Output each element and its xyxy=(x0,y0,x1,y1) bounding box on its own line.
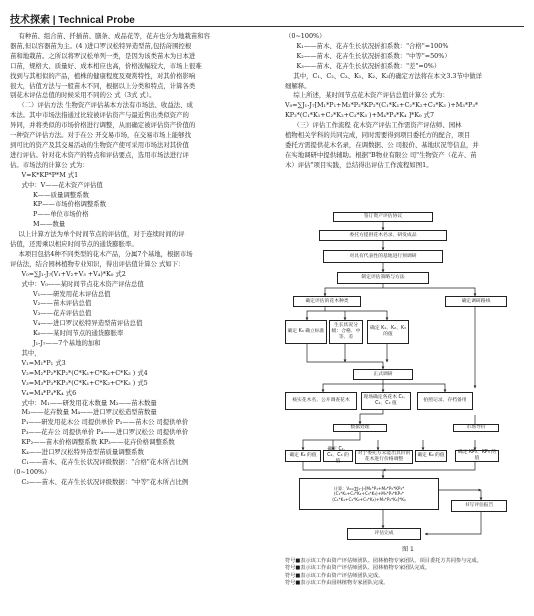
figure-note: 符号■表示该工作由资产评估师团队、园林植物专家团队、项目委托方共同参与完成。 xyxy=(285,558,482,564)
left-line: 异同，并将类似的市场价格进行调整，从而确定被评估资产价值的 xyxy=(10,121,196,130)
right-line: 在实地调研中提供辅助。根据"B物业有限公 司"生物资产（花卉、苗 xyxy=(285,150,477,159)
figure-notes xyxy=(285,558,531,588)
right-line: K₁——苗木、花卉生长状况折扣系数："合格"=100% xyxy=(296,41,449,50)
left-line: 有种苗、组合苗、扦插苗、膳条、成品花等，花卉也分为地栽苗和容 xyxy=(18,32,211,40)
right-column xyxy=(285,32,531,171)
right-line: 细解释。 xyxy=(285,81,311,90)
left-line: 评估法，结合园林植物专业知识，得出评估值计算公 式如下： xyxy=(10,259,185,268)
left-line: V₁——研发用花木评估总值 xyxy=(33,289,111,298)
flow-box-4: 制定评估策略与方法 xyxy=(337,272,429,284)
flow-box-7: 确定 K₄ 确立标准 xyxy=(285,320,327,344)
left-line: P₃——花卉公 司提供单价 P₄——进口罗汉松公 司提供单价 xyxy=(21,428,189,437)
left-line: KP——市场价格调整系数 xyxy=(33,200,107,209)
page-header xyxy=(10,8,524,27)
left-line: 其中， xyxy=(21,349,41,357)
right-line: 其中，C₁、C₂、C₃、K₁、K₂、K₃的确定方法将在本文3.3节中做详 xyxy=(293,71,483,80)
right-line: KP₃*(C₁*K₁+C₂*K₂+C₃*K₃ )+M₄*P₄*K₄ ]*K₀ 式7 xyxy=(285,111,435,120)
left-line: 以上计算方法为单个时间节点的评估值，对于连续时间的评 xyxy=(18,230,185,239)
flow-box-10: 正式调研 xyxy=(353,369,413,380)
left-line: K——质量调整系数 xyxy=(33,190,89,199)
left-line: V₂=M₂*P₂*KP₂*(C*K₁+C*K₂+C*K₃ ) 式4 xyxy=(21,368,148,377)
left-line: M——数量 xyxy=(33,220,66,229)
right-line: 委托方需提供花木名录，在调数据、公 司报价、基地状况等信息，并 xyxy=(285,140,479,149)
left-line: 器苗,但以容器苗为主。(4 )进口罗汉松特异造型苗,包括莳围控根 xyxy=(10,41,192,50)
right-line: K₂——苗木、花卉生长状况折扣系数："中等"=50%） xyxy=(296,51,451,60)
flow-box-12: 现场确定各花木 C₁、C₂、C₃ 值 xyxy=(361,392,411,410)
right-line: （三）评估工作流程 花木资产评估工作需资产评估师、园林 xyxy=(293,121,462,130)
flow-box-6: 确定调研路线 xyxy=(445,296,507,307)
figure-note: 符号■表示该工作由园林植物专家团队完成。 xyxy=(285,580,389,587)
left-line: V₃——花卉评估总值 xyxy=(33,309,92,318)
left-line: M₃——花卉数量 M₄——进口罗汉松造型苗数量 xyxy=(21,408,157,417)
left-line: V=K*KP*P*M 式1 xyxy=(21,170,79,179)
left-line: 式中：M₁——研发用花木数量 M₂——苗木数量 xyxy=(21,398,157,407)
left-line: K₀——某时间节点的通货膨胀率 xyxy=(33,329,124,338)
left-line: 式中：V₀——某时间节点花木资产评估总值 xyxy=(21,279,144,288)
flow-box-1: 签订资产评估协议 xyxy=(333,212,433,222)
flow-box-5: 确定评估的花木种类 xyxy=(293,296,361,307)
right-line: 综上所述，某时间节点花木资产评估总值计算公 式为： xyxy=(293,91,449,100)
left-line: （0~100%） xyxy=(10,467,51,476)
left-line: 苗和地栽苗。之所以将罗汉松单列一类，是因为该类苗木为日本进 xyxy=(10,51,196,60)
left-line: J₁-J₇——7个基地的加和 xyxy=(33,339,101,348)
figure-note: 符号■表示该工作由资产评估师团队完成。 xyxy=(285,572,384,579)
left-line: P₁——研发用花木公 司提供单价 P₂——苗木公 司提供单价 xyxy=(21,418,189,427)
flow-box-9: 确定 K₁、K₂、K₃ 的值 xyxy=(367,320,409,344)
left-line: P——单位市场价格 xyxy=(33,210,89,219)
left-line: 一种资产评估方法。对于在公 开交易市场，在交易市场上能够找 xyxy=(10,131,191,140)
left-line: 式中：V——花木资产评估值 xyxy=(21,180,103,189)
flow-box-22: 书写评估报告 xyxy=(451,500,507,512)
left-line: 本项目包括4种不同类型的花木产品，分属7个基地，根据市场 xyxy=(18,249,193,258)
figure-note: 符号■表示该工作由资产评估师团队、园林植物专家团队完成。 xyxy=(285,565,430,572)
flow-box-17: 确定 C₁、C₂、C₃ 的值 xyxy=(323,450,353,462)
flowchart xyxy=(285,212,531,554)
right-line: K₃——苗木、花卉生长状况折扣系数："差"=0%） xyxy=(296,61,441,70)
left-line: V₀=∑J₁-J₇(V₁+V₂+V₃ +V₄)*K₀ 式2 xyxy=(21,269,126,278)
left-line: 进行评估。针对花木资产的特点和评估要点，选用市场法进行评 xyxy=(10,150,189,159)
left-line: V₃=M₃*P₃*KP₃*(C*K₁+C*K₂+C*K₃ ) 式5 xyxy=(21,378,148,387)
left-line: V₄=M₄*P₄*K₄ 式6 xyxy=(21,388,77,397)
flow-box-20: 确定 KP₂、KP₃ 的值 xyxy=(455,450,499,462)
flow-box-18: 对于委托方未能出具价的花木进行价格调整 xyxy=(355,450,413,464)
left-column xyxy=(10,32,256,488)
left-line: 口苗，规格大、质量好、成本相应也高，价格波幅较大，市场上很难 xyxy=(10,61,202,70)
flow-box-16: 确定 K₄ 的值 xyxy=(285,450,321,462)
right-line: （0~100%） xyxy=(285,32,326,40)
left-line: 估。市场法的计算公 式为： xyxy=(10,160,89,169)
flow-box-3: 对具有代表性的基地进行预调研 xyxy=(323,250,443,263)
left-line: 本法。其中市场法指通过比较被评估资产与最近售出类似资产的 xyxy=(10,111,189,120)
flow-box-19: 确定 K₀ 的值 xyxy=(415,450,447,462)
flow-box-21: 计算：V₀=∑J₁-J₇[M₁*P₁+M₂*P₂*KP₂*(C₁*K₁+C₂*K₂+C₃*K₃)+M₃*P₃*KP₃*(C₁*K₁+C₂*K₂+C₃*K₃)+M₄*P₄*K₄]*K₀ xyxy=(299,478,439,510)
left-line: （二）评估方法 生物资产评估基本方法有市场法、收益法、成 xyxy=(18,101,193,110)
left-line: 估值，还需乘以相应时间节点的通货膨胀率。 xyxy=(10,240,138,249)
left-line: 找到与其相似的产品，植株的健康程度及观赏特性，对其价格影响 xyxy=(10,71,196,80)
right-line: V₀=∑J₁-J₇[M₁*P₁+M₂*P₂*KP₂*(C₁*K₁+C₂*K₂+C₃*K₃ )+M₃*P₃* xyxy=(285,101,479,110)
figure-caption: 图 1 xyxy=(402,546,414,553)
flow-box-2: 委托方提供花木名录、研发成品 xyxy=(319,230,447,241)
left-line: V₁=M₁*P₁ 式3 xyxy=(21,358,66,367)
left-line: 别花木评估总值的时候采用不同的公 式（3式 式）。 xyxy=(10,91,156,100)
left-line: C₂——苗木、花卉生长状况评级数据："中等"花木所占比例 xyxy=(21,477,189,486)
flow-box-11: 核实花木名、公开调查花木 xyxy=(285,392,357,410)
flow-box-13: 拍照记录、存档备用 xyxy=(417,392,473,410)
flow-box-14: 数据处理 xyxy=(333,424,387,432)
left-line: V₄——进口罗汉松特异造型苗评估总值 xyxy=(33,319,143,328)
flow-box-23: 评估完成 xyxy=(347,528,421,540)
left-line: C₁——苗木、花卉生长状况评级数据："合格"花木所占比例 xyxy=(21,457,189,466)
left-line: K₄——进口罗汉松特异造型苗质量调整系数 xyxy=(21,448,144,457)
left-line: 到可比的资产及其交易活动的生物资产使可采用市场法对其价值 xyxy=(10,140,189,149)
right-line: 木）评估"项目实践，总结得出评估工作流程如图1。 xyxy=(285,160,433,169)
right-line: 植物相关学科的共同完成，同时需要得到项目委托方的配合，项目 xyxy=(285,131,471,140)
flow-box-15: 市场导价 xyxy=(453,424,499,432)
left-line: KP₂——苗木价格调整系数 KP₃——花卉价格调整系数 xyxy=(21,438,175,447)
flow-box-8: 生长状况分级：合格、中等、差 xyxy=(329,320,363,344)
left-line: 很大，估值方法与一般苗木不同，根据以上分类和特点，计算各类 xyxy=(10,81,196,90)
page-header-title: 技术探索 | Technical Probe xyxy=(10,15,135,26)
left-line: V₂——苗木评估总值 xyxy=(33,299,92,308)
